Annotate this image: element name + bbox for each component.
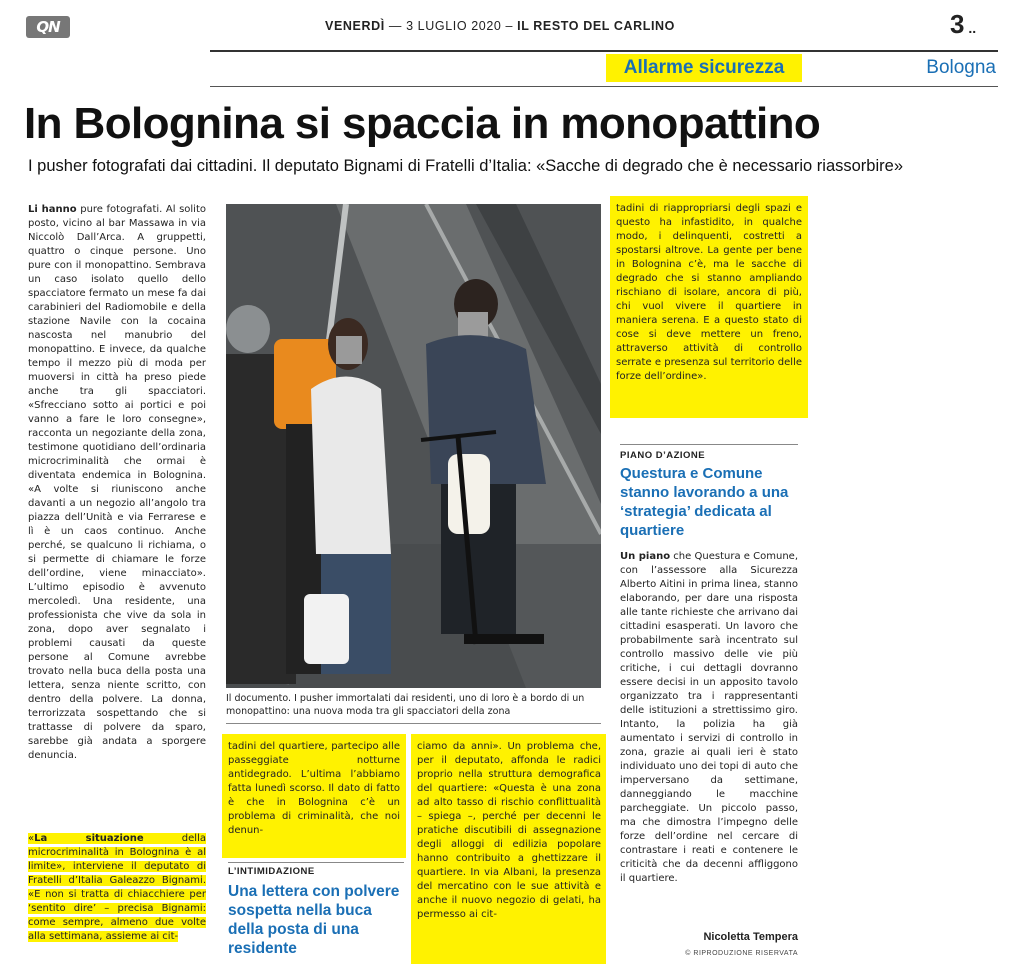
page-number	[950, 10, 976, 42]
sidebar-body-piano: che Questura e Comune, con l’assessore alla Sicurezza Alberto Aitini in prima linea, stanno elaborando, per dare una risposta alle tante richieste che arrivano dai cittadini esasperati. Un lavoro che probabilmente sarà incentrato sul controllo massivo delle vie più critiche, i cui dettagli dovranno essere decisi in un apposito tavolo organizzato tra i rappresentanti delle istituzioni a strettissimo giro. Intanto, la polizia ha già aumentato i servizi di controllo in zona, grazie ai quali ieri è stato individuato uno dei topi di auto che imperversano da settimane, danneggiando le macchine parcheggiate. Un piccolo passo, ma che dimostra l’impegno delle forze dell’ordine nel cercare di contrastare i reati e contenere le criticità che da decenni affliggono il quartiere.	[620, 551, 799, 884]
article-column-1b	[28, 832, 206, 944]
photo-caption: Il documento. I pusher immortalati dai residenti, uno di loro è a bordo di un monopattino: una nuova moda tra gli spacciatori della zona	[226, 693, 585, 717]
section-city: Bologna	[926, 57, 996, 78]
folio-sep: –	[505, 19, 518, 33]
caption-rule	[226, 723, 601, 724]
sidebar-text-piano	[620, 550, 798, 886]
folio-date: 3 LUGLIO 2020	[406, 19, 502, 33]
folio-sep: —	[388, 19, 407, 33]
sidebar-label-piano: PIANO D’AZIONE	[620, 450, 706, 461]
article-text-1b: della microcriminalità in Bolognina è al limite», interviene il deputato di Fratelli d’Italia Galeazzo Bignami. «E non si tratta di chiacchiere per ‘sentito dire’ – precisa Bignami: come sempre, almeno due volte alla settimana, assieme ai cit-	[28, 833, 206, 942]
headline: In Bolognina si spaccia in monopattino	[24, 99, 821, 148]
sidebar-rule	[228, 862, 404, 863]
highlight-box-right	[610, 196, 808, 418]
article-text-b: ciamo da anni». Un problema che, per il deputato, affonda le radici proprio nella struttura demografica del quartiere: «Questa è una zona ad alto tasso di rischio conflittualità – spiega –, perché per decenni le pratiche discutibili di assegnazione degli alloggi di edilizia popolare hanno contribuito a ghettizzare il quartiere. In via Albani, la presenza del mercatino con le sue attività e anche il nuovo negozio di gelati, ha permesso ai cit-	[417, 741, 601, 920]
copyright-note: © RIPRODUZIONE RISERVATA	[685, 950, 798, 957]
sidebar-title-intimidazione: Una lettera con polvere sospetta nella buca della posta di una residente	[228, 883, 400, 957]
author-signature: Nicoletta Tempera	[703, 931, 798, 943]
highlight-box-a	[222, 734, 406, 858]
article-lead: Li hanno	[28, 204, 77, 215]
newspaper-logo: QN	[26, 16, 70, 38]
sidebar-lead-piano: Un piano	[620, 551, 671, 562]
sidebar-rule-piano	[620, 444, 798, 445]
article-text-1: pure fotografati. Al solito posto, vicino al bar Massawa in via Niccolò Dall’Arca. A gruppetti, quattro o cinque persone. Uno pure con il monopattino. Sembrava un caso isolato quello dello spacciatore fermato un mese fa dai carabinieri del Radiomobile e della stazione Navile con la cocaina nascosta nel manubrio del monopattino. E invece, da qualche tempo il mezzo più di moda per muoversi in città ha preso piede anche tra gli spacciatori. «Sfrecciano sotto ai portici e poi vanno a fare le loro consegne», racconta un negoziante della zona, testimone quotidiano dell’ordinaria microcriminalità che ormai è diventata endemica in Bolognina. «A volte si riuniscono anche davanti a un negozio all’angolo tra piazza dell’Unità e via Ferrarese e lì è un caos continuo. Anche perché, se qualcuno li richiama, o si permette di chiamare le forze dell’ordine, viene minacciato». L’ultimo episodio è avvenuto mercoledì. Una residente, una professionista che vive da sola in zona, dopo aver segnalato i problemi causati da queste persone al Comune avrebbe trovato nella buca della posta una lettera, senza niente scritto, con dentro della polvere. La donna, terrorizzata sospettando che si trattasse di polvere da sparo, sarebbe già andata a sporgere denuncia.	[28, 204, 206, 761]
article-text-a: tadini del quartiere, partecipo alle passeggiate notturne antidegrado. L’ultima l’abbiamo fatta lunedì scorso. Il dato di fatto è che in Bolognina c’è un problema di criminalità, che noi denun-	[228, 741, 400, 836]
quote-lead: La situazione	[34, 833, 144, 844]
sidebar-label-intimidazione: L’INTIMIDAZIONE	[228, 866, 315, 877]
header-rule-bottom	[210, 86, 998, 87]
article-column-1	[28, 203, 206, 763]
folio-weekday: VENERDÌ	[325, 19, 385, 33]
page-number-dots: ..	[964, 20, 977, 36]
page-number-value: 3	[950, 9, 965, 39]
photo-street-scene	[226, 204, 601, 688]
article-text-right: tadini di riappropriarsi degli spazi e questo ha infastidito, in qualche modo, i delinquenti, costretti a spostarsi altrove. La gente per bene in Bolognina c’è, ma le sacche di degrado che si stanno ampliando rischiano di isolare, ancora di più, chi vuol vivere il quartiere in maniera serena. E a questo stato di cose si deve mettere un freno, attraverso attività di controllo serrate e presenza sul territorio delle forze dell’ordine».	[616, 203, 802, 382]
folio-line	[180, 16, 820, 36]
header-rule	[210, 50, 998, 52]
highlight-box-b	[411, 734, 606, 964]
sidebar-title-piano: Questura e Comune stanno lavorando a una ‘strategia’ dedicata al quartiere	[620, 465, 789, 539]
section-rubric: Allarme sicurezza	[623, 57, 785, 78]
highlighted-quote: «La situazione della microcriminalità in Bolognina è al limite», interviene il deputato di Fratelli d’Italia Galeazzo Bignami. «E non si tratta di chiacchiere per ‘sentito dire’ – precisa Bignami: come sempre, almeno due volte alla settimana, assieme ai cit-	[28, 833, 206, 942]
folio-paper: IL RESTO DEL CARLINO	[517, 19, 675, 33]
news-photo	[226, 204, 601, 688]
subheadline: I pusher fotografati dai cittadini. Il deputato Bignami di Fratelli d’Italia: «Sacche di degrado che è necessario riassorbire»	[28, 157, 903, 175]
